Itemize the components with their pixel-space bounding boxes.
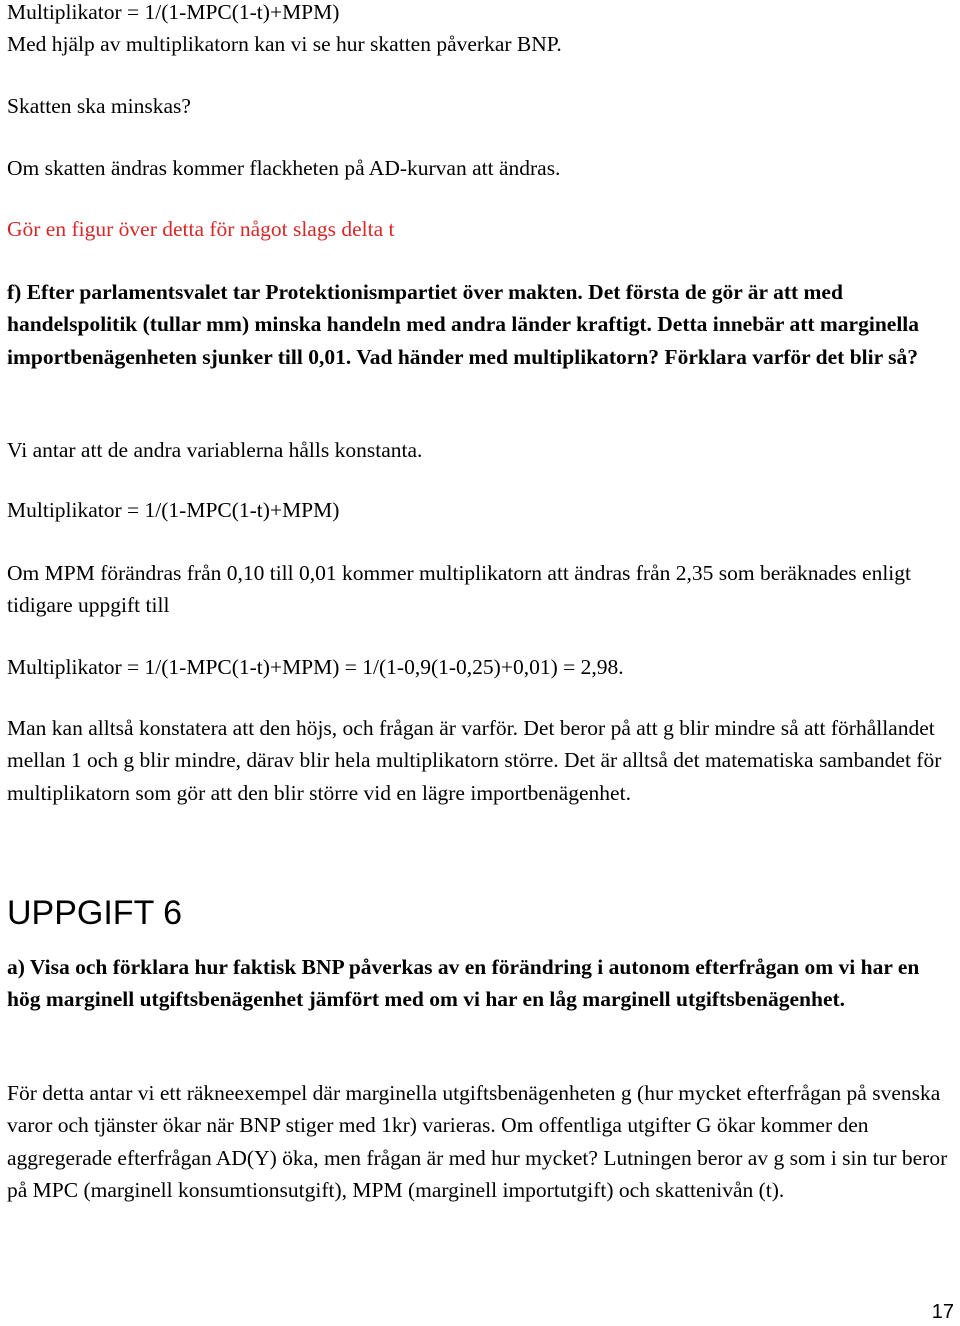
conclusion-paragraph: Man kan alltså konstatera att den höjs, och frågan är varför. Det beror på att g blir mindre så att förhållandet mellan 1 och g blir mindre, därav blir hela multiplikatorn större. Det är alltså det matematiska sambandet för multiplikatorn som gör att den blir större vid en lägre importbenägenhet. (7, 716, 942, 805)
tax-question: Skatten ska minskas? (7, 94, 191, 118)
page-number: 17 (931, 1301, 954, 1323)
intro-line: Med hjälp av multiplikatorn kan vi se hur skatten påverkar BNP. (7, 32, 562, 56)
multiplier-formula: Multiplikator = 1/(1-MPC(1-t)+MPM) (7, 498, 340, 522)
question-a: a) Visa och förklara hur faktisk BNP påverkas av en förändring i autonom efterfrågan om vi har en hög marginell utgiftsbenägenhet jämfört med om vi har en låg marginell utgiftsbenägenhet. (7, 955, 920, 1012)
task-f-question: f) Efter parlamentsvalet tar Protektionismpartiet över makten. Det första de gör är att med handelspolitik (tullar mm) minska handeln med andra länder kraftigt. Detta innebär att marginella importbenägenheten sjunker till 0,01. Vad händer med multiplikatorn? Förklara varför det blir så? (7, 280, 920, 369)
formula-line: Multiplikator = 1/(1-MPC(1-t)+MPM) (7, 0, 340, 24)
answer-intro-paragraph: För detta antar vi ett räkneexempel där marginella utgiftsbenägenheten g (hur mycket efterfrågan på svenska varor och tjänster ökar när BNP stiger med 1kr) varieras. Om offentliga utgifter G ökar kommer den aggregerade efterfrågan AD(Y) öka, men frågan är med hur mycket? Lutningen beror av g som i sin tur beror på MPC (marginell konsumtionsutgift), MPM (marginell importutgift) och skattenivån (t). (7, 1081, 948, 1202)
mpm-change-text: Om MPM förändras från 0,10 till 0,01 kommer multiplikatorn att ändras från 2,35 som beräknades enligt tidigare uppgift till (7, 561, 912, 618)
assumption-text: Vi antar att de andra variablerna hålls konstanta. (7, 438, 423, 462)
slope-note: Om skatten ändras kommer flackheten på AD-kurvan att ändras. (7, 156, 561, 180)
multiplier-calculation: Multiplikator = 1/(1-MPC(1-t)+MPM) = 1/(1-0,9(1-0,25)+0,01) = 2,98. (7, 655, 624, 679)
section-heading: UPPGIFT 6 (7, 894, 183, 932)
figure-instruction: Gör en figur över detta för något slags delta t (7, 217, 395, 241)
